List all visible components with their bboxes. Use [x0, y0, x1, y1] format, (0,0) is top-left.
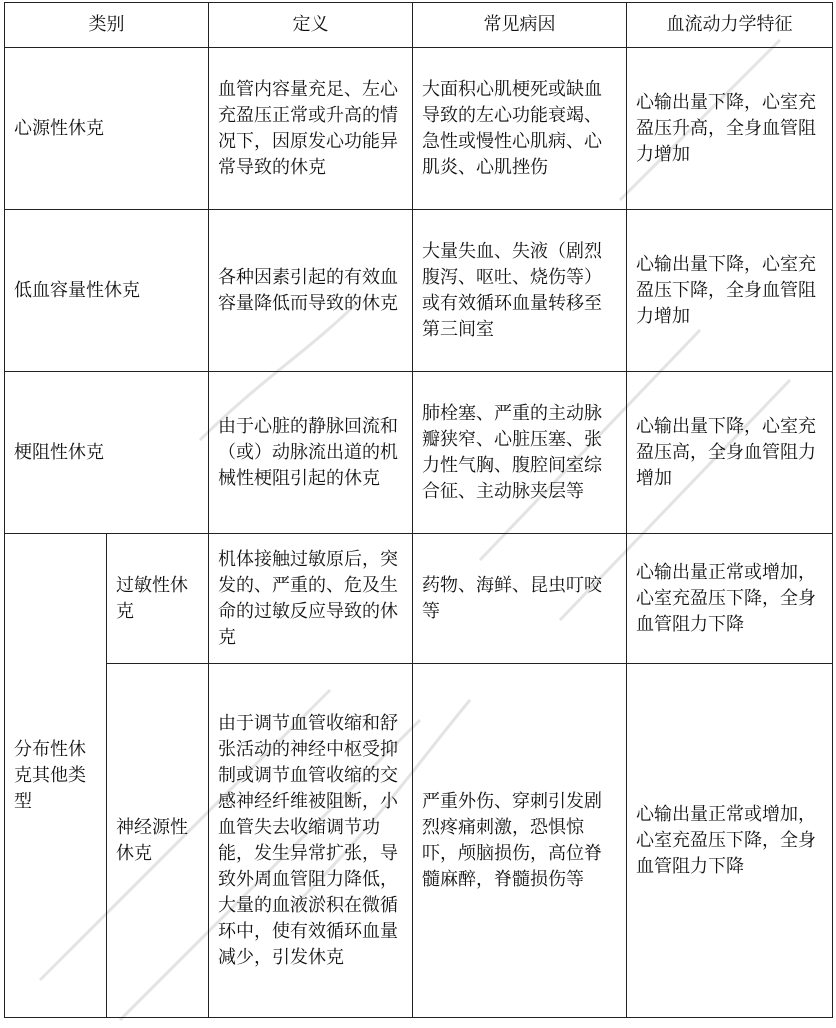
table-row [5, 372, 833, 534]
shock-classification-table [4, 2, 833, 1018]
hemodynamics-cell: 心输出量下降，心室充盈压升高，全身血管阻力增加 [627, 48, 833, 210]
hemodynamics-cell: 心输出量正常或增加，心室充盈压下降，全身血管阻力下降 [627, 664, 833, 1018]
header-hemodynamics: 血流动力学特征 [627, 3, 833, 48]
header-causes: 常见病因 [413, 3, 627, 48]
causes-cell: 大面积心肌梗死或缺血导致的左心功能衰竭、急性或慢性心肌病、心肌炎、心肌挫伤 [413, 48, 627, 210]
category-cell: 低血容量性休克 [5, 210, 209, 372]
header-category: 类别 [5, 3, 209, 48]
causes-cell: 肺栓塞、严重的主动脉瓣狭窄、心脏压塞、张力性气胸、腹腔间室综合征、主动脉夹层等 [413, 372, 627, 534]
subtype-cell: 过敏性休克 [107, 534, 209, 664]
hemodynamics-cell: 心输出量下降，心室充盈压高，全身血管阻力增加 [627, 372, 833, 534]
category-cell: 梗阻性休克 [5, 372, 209, 534]
causes-cell: 严重外伤、穿刺引发剧烈疼痛刺激，恐惧惊吓，颅脑损伤，高位脊髓麻醉，脊髓损伤等 [413, 664, 627, 1018]
table-row [5, 534, 833, 664]
category-cell: 心源性休克 [5, 48, 209, 210]
definition-cell: 各种因素引起的有效血容量降低而导致的休克 [209, 210, 413, 372]
table-row [5, 210, 833, 372]
category-cell-distributive: 分布性休克其他类型 [5, 534, 107, 1018]
hemodynamics-cell: 心输出量正常或增加，心室充盈压下降，全身血管阻力下降 [627, 534, 833, 664]
definition-cell: 机体接触过敏原后，突发的、严重的、危及生命的过敏反应导致的休克 [209, 534, 413, 664]
subtype-cell: 神经源性休克 [107, 664, 209, 1018]
causes-cell: 药物、海鲜、昆虫叮咬等 [413, 534, 627, 664]
definition-cell: 由于心脏的静脉回流和（或）动脉流出道的机械性梗阻引起的休克 [209, 372, 413, 534]
header-definition: 定义 [209, 3, 413, 48]
table-row [5, 664, 833, 1018]
hemodynamics-cell: 心输出量下降，心室充盈压下降，全身血管阻力增加 [627, 210, 833, 372]
causes-cell: 大量失血、失液（剧烈腹泻、呕吐、烧伤等）或有效循环血量转移至第三间室 [413, 210, 627, 372]
header-row [5, 3, 833, 48]
definition-cell: 由于调节血管收缩和舒张活动的神经中枢受抑制或调节血管收缩的交感神经纤维被阻断，小血管失去收缩调节功能，发生异常扩张，导致外周血管阻力降低，大量的血液淤积在微循环中，使有效循环血量减少，引发休克 [209, 664, 413, 1018]
table-row [5, 48, 833, 210]
definition-cell: 血管内容量充足、左心充盈压正常或升高的情况下，因原发心功能异常导致的休克 [209, 48, 413, 210]
